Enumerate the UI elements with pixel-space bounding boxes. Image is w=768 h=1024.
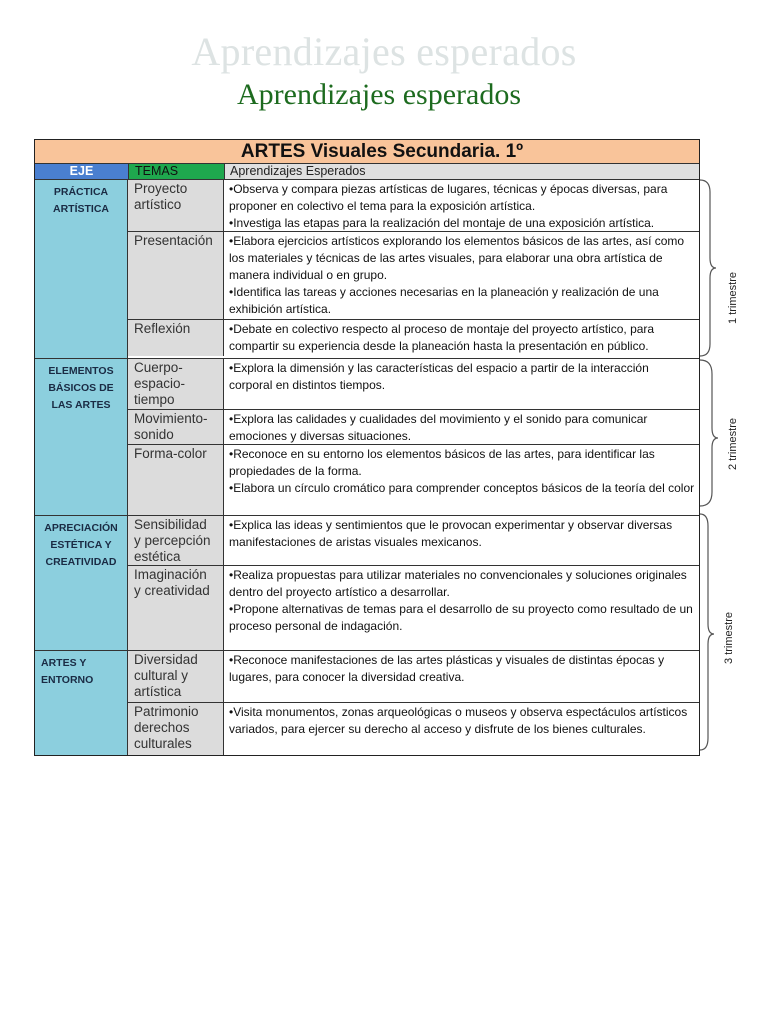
brace-icon <box>698 358 718 508</box>
aprendizaje-item: •Explora las calidades y cualidades del movimiento y el sonido para comunicar emociones y diversas situaciones. <box>229 412 648 443</box>
aprendizaje-item: •Explora la dimensión y las características del espacio a partir de la interacción corporal en distintos tiempos. <box>229 361 649 392</box>
aprendizaje-item: •Identifica las tareas y acciones necesarias en la planeación y realización de una exhibición artística. <box>229 285 659 316</box>
aprendizaje-cell <box>224 651 699 702</box>
trimestre-label: 1 trimestre <box>726 272 739 324</box>
table-row <box>128 651 699 703</box>
tema-cell: Diversidad cultural y artística <box>128 651 224 702</box>
ghost-title: Aprendizajes esperados <box>191 29 577 74</box>
eje-cell: ELEMENTOS BÁSICOS DE LAS ARTES <box>35 359 128 515</box>
aprendizaje-item: •Observa y compara piezas artísticas de lugares, técnicas y épocas diversas, para proponer en colectivo el tema para la exposición artística. <box>229 182 668 213</box>
page-title: Aprendizajes esperados <box>236 78 522 111</box>
aprendizaje-item: •Elabora un círculo cromático para comprender conceptos básicos de la teoría del color <box>229 481 695 495</box>
table-row <box>128 180 699 232</box>
aprendizaje-item: •Propone alternativas de temas para el desarrollo de su proyecto como resultado de un proceso personal de indagación. <box>229 602 693 633</box>
aprendizaje-cell <box>224 359 699 409</box>
tema-cell: Presentación <box>128 232 224 319</box>
brace-icon <box>698 512 718 752</box>
eje-group <box>35 651 699 755</box>
table-row <box>128 320 699 356</box>
tema-cell: Sensibilidad y percepción estética <box>128 516 224 565</box>
aprendizaje-item: •Elabora ejercicios artísticos explorando los elementos básicos de las artes, así como los materiales y técnicas de las artes visuales, para elaborar una obra artística de manera individual o en grupo. <box>229 234 685 282</box>
tema-cell: Cuerpo-espacio-tiempo <box>128 359 224 409</box>
aprendizaje-cell <box>224 320 699 356</box>
table-row <box>128 703 699 755</box>
aprendizaje-cell <box>224 445 699 515</box>
aprendizaje-item: •Visita monumentos, zonas arqueológicas o museos y observa espectáculos artísticos variados, para ejercer su derecho al acceso y disfrute de los bienes culturales. <box>229 705 688 736</box>
aprendizaje-item: •Reconoce en su entorno los elementos básicos de las artes, para identificar las propiedades de la forma. <box>229 447 655 478</box>
table-row <box>128 445 699 515</box>
aprendizaje-cell <box>224 410 699 444</box>
aprendizaje-cell <box>224 703 699 755</box>
trimestre-label: 2 trimestre <box>726 418 739 470</box>
tema-cell: Reflexión <box>128 320 224 356</box>
trimestre-label: 3 trimestre <box>722 612 735 664</box>
aprendizaje-item: •Realiza propuestas para utilizar materiales no convencionales y soluciones originales dentro del proyecto artístico a desarrollar. <box>229 568 687 599</box>
table-row <box>128 516 699 566</box>
tema-cell: Imaginación y creatividad <box>128 566 224 650</box>
tema-cell: Proyecto artístico <box>128 180 224 231</box>
table-row <box>128 410 699 445</box>
aprendizaje-item: •Reconoce manifestaciones de las artes plásticas y visuales de distintas épocas y lugares, para conocer la diversidad creativa. <box>229 653 665 684</box>
eje-group <box>35 359 699 516</box>
aprendizaje-item: •Investiga las etapas para la realización del montaje de una exposición artística. <box>229 216 655 230</box>
aprendizaje-item: •Explica las ideas y sentimientos que le provocan experimentar y observar diversas manifestaciones de aristas visuales mexicanos. <box>229 518 673 549</box>
table-header <box>35 164 699 180</box>
eje-group <box>35 516 699 651</box>
tema-cell: Movimiento-sonido <box>128 410 224 444</box>
aprendizaje-cell <box>224 232 699 319</box>
eje-cell: PRÁCTICA ARTÍSTICA <box>35 180 128 358</box>
column-aprendizajes: Aprendizajes Esperados <box>225 164 699 179</box>
table-row <box>128 232 699 320</box>
tema-cell: Patrimonio derechos culturales <box>128 703 224 755</box>
eje-cell: APRECIACIÓN ESTÉTICA Y CREATIVIDAD <box>35 516 128 650</box>
column-temas: TEMAS <box>129 164 225 179</box>
eje-cell: ARTES Y ENTORNO <box>35 651 128 755</box>
aprendizaje-item: •Debate en colectivo respecto al proceso de montaje del proyecto artístico, para compartir su experiencia desde la planeación hasta la presentación en público. <box>229 322 655 353</box>
eje-group <box>35 180 699 359</box>
tema-cell: Forma-color <box>128 445 224 515</box>
aprendizaje-cell <box>224 566 699 650</box>
table-banner: ARTES Visuales Secundaria. 1º <box>35 140 699 164</box>
aprendizaje-cell <box>224 516 699 565</box>
table-row <box>128 359 699 410</box>
column-eje: EJE <box>35 164 129 179</box>
table-row <box>128 566 699 650</box>
aprendizaje-cell <box>224 180 699 231</box>
learning-table <box>34 139 700 756</box>
brace-icon <box>698 178 718 358</box>
